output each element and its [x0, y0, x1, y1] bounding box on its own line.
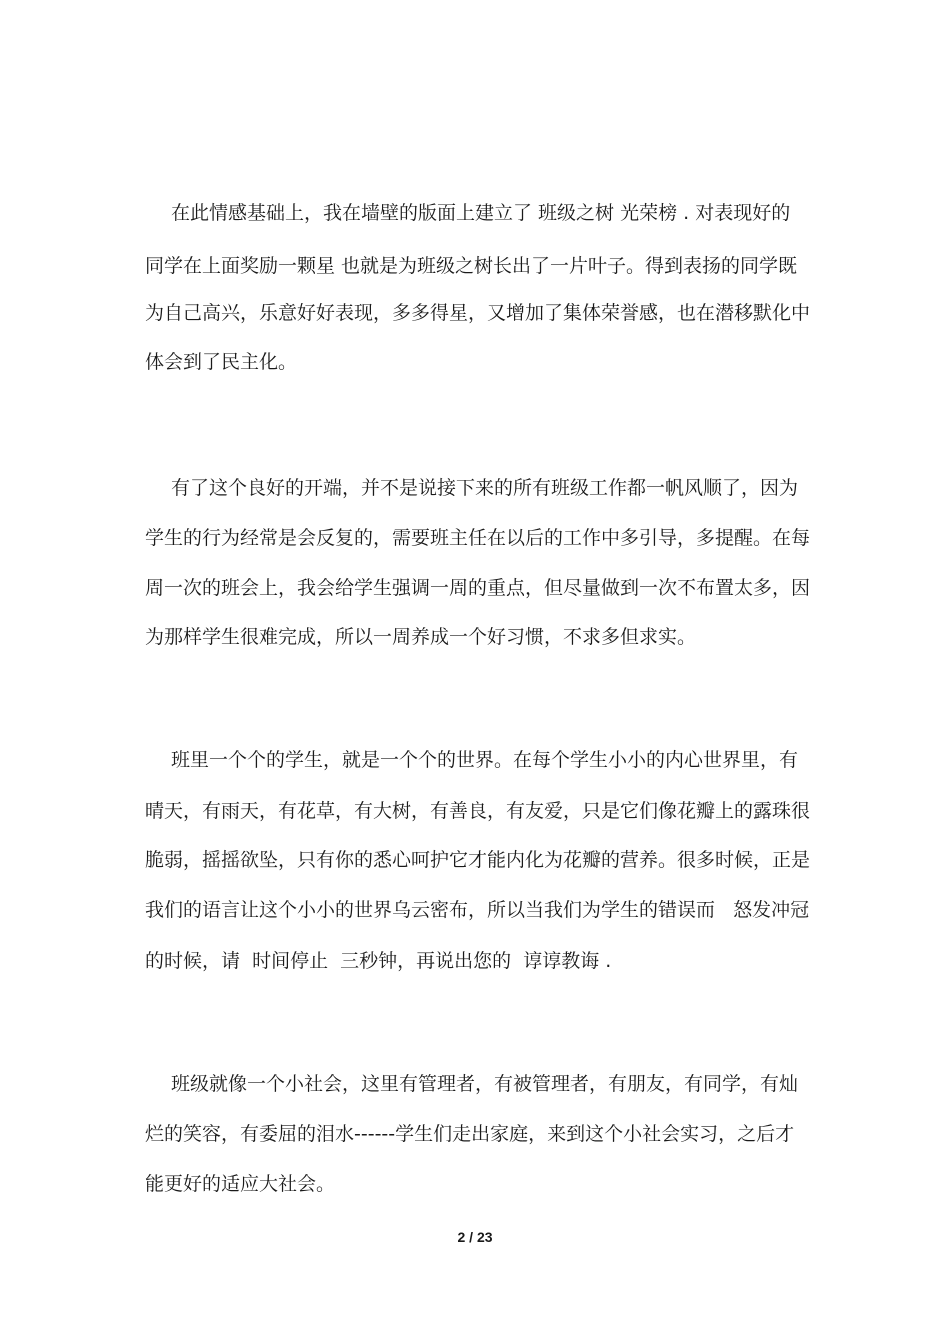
- paragraph-3-line-3: 脆弱，摇摇欲坠，只有你的悉心呵护它才能内化为花瓣的营养。很多时候，正是: [145, 849, 810, 871]
- paragraph-3-line-2: 晴天，有雨天，有花草，有大树，有善良，有友爱，只是它们像花瓣上的露珠很: [145, 800, 810, 822]
- paragraph-1-line-2: 同学在上面奖励一颗星 也就是为班级之树长出了一片叶子。得到表扬的同学既: [145, 255, 798, 277]
- paragraph-2-line-4: 为那样学生很难完成，所以一周养成一个好习惯，不求多但求实。: [145, 626, 697, 648]
- paragraph-4-line-1: 班级就像一个小社会，这里有管理者，有被管理者，有朋友，有同学，有灿: [171, 1073, 799, 1095]
- paragraph-3-line-4: 我们的语言让这个小小的世界乌云密布，所以当我们为学生的错误而 怒发冲冠: [145, 899, 810, 921]
- paragraph-2-line-2: 学生的行为经常是会反复的，需要班主任在以后的工作中多引导，多提醒。在每: [145, 527, 810, 549]
- page-number: 2 / 23: [457, 1229, 493, 1245]
- paragraph-3-line-1: 班里一个个的学生，就是一个个的世界。在每个学生小小的内心世界里，有: [171, 749, 799, 771]
- paragraph-1-line-1: 在此情感基础上，我在墙壁的版面上建立了 班级之树 光荣榜 . 对表现好的: [171, 202, 791, 224]
- paragraph-4-line-2: 烂的笑容，有委屈的泪水------学生们走出家庭，来到这个小社会实习，之后才: [145, 1123, 795, 1145]
- paragraph-2-line-3: 周一次的班会上，我会给学生强调一周的重点，但尽量做到一次不布置太多，因: [145, 577, 810, 599]
- paragraph-1-line-4: 体会到了民主化。: [145, 351, 298, 373]
- paragraph-4-line-3: 能更好的适应大社会。: [145, 1173, 336, 1195]
- paragraph-3-line-5: 的时候，请 时间停止 三秒钟，再说出您的 谆谆教诲 .: [145, 950, 612, 972]
- paragraph-2-line-1: 有了这个良好的开端，并不是说接下来的所有班级工作都一帆风顺了，因为: [171, 477, 799, 499]
- paragraph-1-line-3: 为自己高兴，乐意好好表现，多多得星，又增加了集体荣誉感，也在潜移默化中: [145, 302, 810, 324]
